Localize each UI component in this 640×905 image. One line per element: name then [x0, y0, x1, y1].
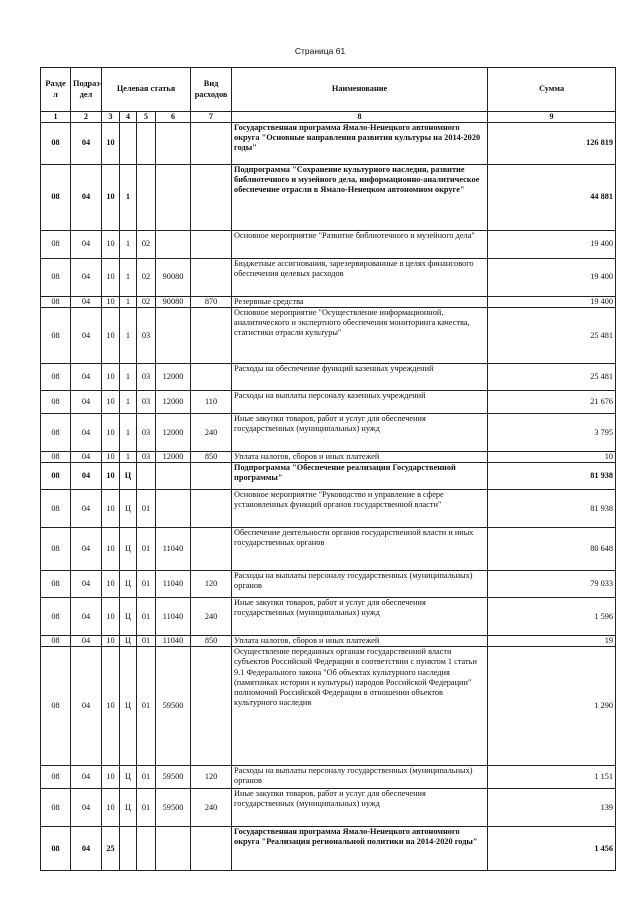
cell-name: Уплата налогов, сборов и иных платежей [232, 452, 488, 463]
cell-name: Подпрограмма "Обеспечение реализации Государственной программы" [232, 463, 488, 490]
cell-podrazdel: 04 [71, 571, 102, 598]
column-number: 5 [137, 112, 156, 123]
cell-subprogram: 1 [120, 391, 137, 414]
table-row [41, 452, 616, 463]
cell-direction: 12000 [156, 414, 191, 452]
cell-expense-type [191, 490, 232, 528]
cell-expense-type: 240 [191, 598, 232, 636]
table-row [41, 123, 616, 165]
cell-subprogram: 1 [120, 231, 137, 259]
cell-razdel: 08 [41, 123, 71, 165]
cell-sum: 1 456 [488, 827, 616, 871]
table-row [41, 364, 616, 391]
table-row [41, 490, 616, 528]
cell-razdel: 08 [41, 571, 71, 598]
cell-sum: 81 938 [488, 463, 616, 490]
table-row [41, 165, 616, 231]
table-row [41, 414, 616, 452]
cell-name: Осуществление переданных органам государственной власти субъектов Российской Федерации в соответствии с пунктом 1 статьи 9.1 Федерального закона "Об объектах культурного наследия (памятниках истории и культуры) народов Российской Федерации" полномочий Российской Федерации в отношении объектов культурного наследия [232, 647, 488, 766]
table-row [41, 766, 616, 789]
cell-razdel: 08 [41, 598, 71, 636]
table-row [41, 598, 616, 636]
cell-expense-type: 240 [191, 789, 232, 827]
cell-subprogram: Ц [120, 463, 137, 490]
cell-subprogram: 1 [120, 165, 137, 231]
cell-name: Подпрограмма "Сохранение культурного наследия, развитие библиотечного и музейного дела, информационно-аналитическое обеспечение отрасли в Ямало-Ненецком автономном округе" [232, 165, 488, 231]
cell-podrazdel: 04 [71, 452, 102, 463]
cell-razdel: 08 [41, 528, 71, 571]
cell-podrazdel: 04 [71, 766, 102, 789]
cell-sum: 126 819 [488, 123, 616, 165]
header-sum: Сумма [488, 68, 616, 112]
cell-podrazdel: 04 [71, 636, 102, 647]
cell-direction [156, 231, 191, 259]
cell-program: 10 [102, 391, 120, 414]
table-row [41, 647, 616, 766]
cell-sum: 3 795 [488, 414, 616, 452]
cell-event: 03 [137, 308, 156, 364]
column-number-row [41, 112, 616, 123]
cell-subprogram: 1 [120, 414, 137, 452]
cell-program: 10 [102, 789, 120, 827]
cell-podrazdel: 04 [71, 598, 102, 636]
cell-expense-type [191, 259, 232, 297]
table-row [41, 571, 616, 598]
cell-direction: 11040 [156, 528, 191, 571]
cell-direction [156, 308, 191, 364]
column-number: 4 [120, 112, 137, 123]
cell-event: 01 [137, 490, 156, 528]
cell-expense-type [191, 364, 232, 391]
cell-program: 10 [102, 308, 120, 364]
cell-podrazdel: 04 [71, 308, 102, 364]
cell-podrazdel: 04 [71, 789, 102, 827]
table-row [41, 391, 616, 414]
column-number: 2 [71, 112, 102, 123]
cell-name: Резервные средства [232, 297, 488, 308]
cell-subprogram: Ц [120, 598, 137, 636]
cell-sum: 44 881 [488, 165, 616, 231]
header-podrazdel: Подраз- дел [71, 68, 102, 112]
cell-sum: 1 290 [488, 647, 616, 766]
cell-subprogram: 1 [120, 452, 137, 463]
table-row [41, 528, 616, 571]
cell-program: 10 [102, 571, 120, 598]
cell-razdel: 08 [41, 827, 71, 871]
cell-sum: 80 648 [488, 528, 616, 571]
cell-program: 10 [102, 165, 120, 231]
cell-expense-type [191, 463, 232, 490]
cell-direction [156, 490, 191, 528]
page-header: Страница 61 [294, 46, 346, 56]
cell-subprogram: 1 [120, 297, 137, 308]
cell-direction: 11040 [156, 636, 191, 647]
header-target-article: Целевая статья [102, 68, 191, 112]
cell-direction: 11040 [156, 571, 191, 598]
cell-razdel: 08 [41, 463, 71, 490]
cell-expense-type [191, 123, 232, 165]
cell-direction [156, 165, 191, 231]
cell-program: 10 [102, 598, 120, 636]
cell-event: 01 [137, 598, 156, 636]
cell-razdel: 08 [41, 364, 71, 391]
cell-name: Государственная программа Ямало-Ненецкого автономного округа "Реализация региональной политики на 2014-2020 годы" [232, 827, 488, 871]
column-number: 3 [102, 112, 120, 123]
cell-name: Расходы на выплаты персоналу казенных учреждений [232, 391, 488, 414]
cell-event: 01 [137, 789, 156, 827]
cell-event: 01 [137, 766, 156, 789]
cell-subprogram: Ц [120, 571, 137, 598]
cell-direction: 12000 [156, 364, 191, 391]
cell-podrazdel: 04 [71, 231, 102, 259]
cell-name: Расходы на обеспечение функций казенных учреждений [232, 364, 488, 391]
cell-sum: 79 033 [488, 571, 616, 598]
cell-event: 01 [137, 636, 156, 647]
cell-podrazdel: 04 [71, 647, 102, 766]
column-number: 9 [488, 112, 616, 123]
table-row [41, 231, 616, 259]
cell-podrazdel: 04 [71, 297, 102, 308]
cell-razdel: 08 [41, 490, 71, 528]
cell-podrazdel: 04 [71, 528, 102, 571]
column-number: 1 [41, 112, 71, 123]
cell-program: 10 [102, 297, 120, 308]
cell-name: Иные закупки товаров, работ и услуг для обеспечения государственных (муниципальных) нужд [232, 789, 488, 827]
cell-sum: 19 400 [488, 231, 616, 259]
table-row [41, 463, 616, 490]
cell-expense-type: 120 [191, 571, 232, 598]
cell-program: 10 [102, 463, 120, 490]
cell-program: 10 [102, 490, 120, 528]
cell-event [137, 463, 156, 490]
cell-event: 03 [137, 452, 156, 463]
cell-direction [156, 827, 191, 871]
cell-razdel: 08 [41, 414, 71, 452]
cell-expense-type: 120 [191, 766, 232, 789]
cell-expense-type: 110 [191, 391, 232, 414]
cell-podrazdel: 04 [71, 490, 102, 528]
cell-program: 10 [102, 647, 120, 766]
cell-event: 03 [137, 414, 156, 452]
cell-name: Основное мероприятие "Руководство и управление в сфере установленных функций органов государственной власти" [232, 490, 488, 528]
cell-program: 10 [102, 636, 120, 647]
cell-sum: 19 400 [488, 297, 616, 308]
cell-name: Иные закупки товаров, работ и услуг для обеспечения государственных (муниципальных) нужд [232, 598, 488, 636]
cell-name: Уплата налогов, сборов и иных платежей [232, 636, 488, 647]
cell-direction: 12000 [156, 452, 191, 463]
cell-name: Обеспечение деятельности органов государственной власти и иных государственных органов [232, 528, 488, 571]
cell-direction: 90080 [156, 297, 191, 308]
cell-podrazdel: 04 [71, 827, 102, 871]
cell-event: 01 [137, 528, 156, 571]
cell-event [137, 165, 156, 231]
cell-razdel: 08 [41, 647, 71, 766]
cell-sum: 10 [488, 452, 616, 463]
cell-expense-type: 850 [191, 452, 232, 463]
cell-subprogram: Ц [120, 766, 137, 789]
cell-subprogram: 1 [120, 259, 137, 297]
cell-razdel: 08 [41, 766, 71, 789]
cell-program: 25 [102, 827, 120, 871]
column-number: 6 [156, 112, 191, 123]
cell-podrazdel: 04 [71, 165, 102, 231]
cell-sum: 25 481 [488, 364, 616, 391]
cell-sum: 19 400 [488, 259, 616, 297]
cell-subprogram: Ц [120, 490, 137, 528]
cell-event [137, 123, 156, 165]
cell-subprogram [120, 827, 137, 871]
cell-razdel: 08 [41, 636, 71, 647]
column-number: 8 [232, 112, 488, 123]
cell-podrazdel: 04 [71, 391, 102, 414]
cell-program: 10 [102, 364, 120, 391]
cell-direction: 59500 [156, 647, 191, 766]
table-row [41, 308, 616, 364]
cell-name: Основное мероприятие "Осуществление информационной, аналитического и экспертного обеспечения мониторинга качества, статистики отрасли культуры" [232, 308, 488, 364]
cell-name: Расходы на выплаты персоналу государственных (муниципальных) органов [232, 571, 488, 598]
cell-subprogram: 1 [120, 308, 137, 364]
cell-sum: 21 676 [488, 391, 616, 414]
cell-direction: 90080 [156, 259, 191, 297]
cell-name: Государственная программа Ямало-Ненецкого автономного округа "Основные направления развития культуры на 2014-2020 годы" [232, 123, 488, 165]
cell-sum: 25 481 [488, 308, 616, 364]
table-row [41, 827, 616, 871]
cell-expense-type [191, 647, 232, 766]
cell-name: Расходы на выплаты персоналу государственных (муниципальных) органов [232, 766, 488, 789]
cell-direction [156, 123, 191, 165]
cell-program: 10 [102, 414, 120, 452]
cell-razdel: 08 [41, 297, 71, 308]
table-row [41, 789, 616, 827]
cell-subprogram: 1 [120, 364, 137, 391]
cell-podrazdel: 04 [71, 259, 102, 297]
cell-subprogram: Ц [120, 647, 137, 766]
cell-name: Иные закупки товаров, работ и услуг для обеспечения государственных (муниципальных) нужд [232, 414, 488, 452]
cell-expense-type: 850 [191, 636, 232, 647]
cell-sum: 19 [488, 636, 616, 647]
header-name: Наименование [232, 68, 488, 112]
cell-razdel: 08 [41, 231, 71, 259]
cell-event: 01 [137, 647, 156, 766]
cell-sum: 81 938 [488, 490, 616, 528]
cell-event: 02 [137, 259, 156, 297]
table-row [41, 636, 616, 647]
cell-event: 03 [137, 391, 156, 414]
cell-subprogram: Ц [120, 789, 137, 827]
cell-expense-type [191, 308, 232, 364]
cell-razdel: 08 [41, 789, 71, 827]
cell-name: Основное мероприятие "Развитие библиотечного и музейного дела" [232, 231, 488, 259]
cell-razdel: 08 [41, 452, 71, 463]
budget-table [40, 67, 616, 871]
cell-direction [156, 463, 191, 490]
cell-event: 01 [137, 571, 156, 598]
cell-podrazdel: 04 [71, 414, 102, 452]
cell-podrazdel: 04 [71, 123, 102, 165]
cell-expense-type [191, 827, 232, 871]
cell-program: 10 [102, 123, 120, 165]
cell-program: 10 [102, 452, 120, 463]
cell-subprogram: Ц [120, 528, 137, 571]
column-number: 7 [191, 112, 232, 123]
cell-event: 03 [137, 364, 156, 391]
cell-expense-type: 870 [191, 297, 232, 308]
cell-direction: 59500 [156, 789, 191, 827]
cell-direction: 59500 [156, 766, 191, 789]
header-razdel: Разде л [41, 68, 71, 112]
cell-podrazdel: 04 [71, 463, 102, 490]
cell-name: Бюджетные ассигнования, зарезервированные в целях финансового обеспечения целевых расходов [232, 259, 488, 297]
cell-event: 02 [137, 231, 156, 259]
cell-expense-type [191, 231, 232, 259]
cell-razdel: 08 [41, 391, 71, 414]
cell-program: 10 [102, 259, 120, 297]
cell-direction: 11040 [156, 598, 191, 636]
table-row [41, 297, 616, 308]
cell-sum: 1 151 [488, 766, 616, 789]
cell-subprogram: Ц [120, 636, 137, 647]
cell-event [137, 827, 156, 871]
cell-razdel: 08 [41, 165, 71, 231]
cell-podrazdel: 04 [71, 364, 102, 391]
cell-program: 10 [102, 528, 120, 571]
cell-direction: 12000 [156, 391, 191, 414]
cell-program: 10 [102, 231, 120, 259]
cell-sum: 1 596 [488, 598, 616, 636]
cell-sum: 139 [488, 789, 616, 827]
cell-expense-type: 240 [191, 414, 232, 452]
cell-program: 10 [102, 766, 120, 789]
cell-expense-type [191, 528, 232, 571]
cell-event: 02 [137, 297, 156, 308]
cell-razdel: 08 [41, 308, 71, 364]
cell-expense-type [191, 165, 232, 231]
table-row [41, 259, 616, 297]
cell-razdel: 08 [41, 259, 71, 297]
header-expense-type: Вид расходов [191, 68, 232, 112]
table-body [41, 123, 616, 871]
cell-subprogram [120, 123, 137, 165]
